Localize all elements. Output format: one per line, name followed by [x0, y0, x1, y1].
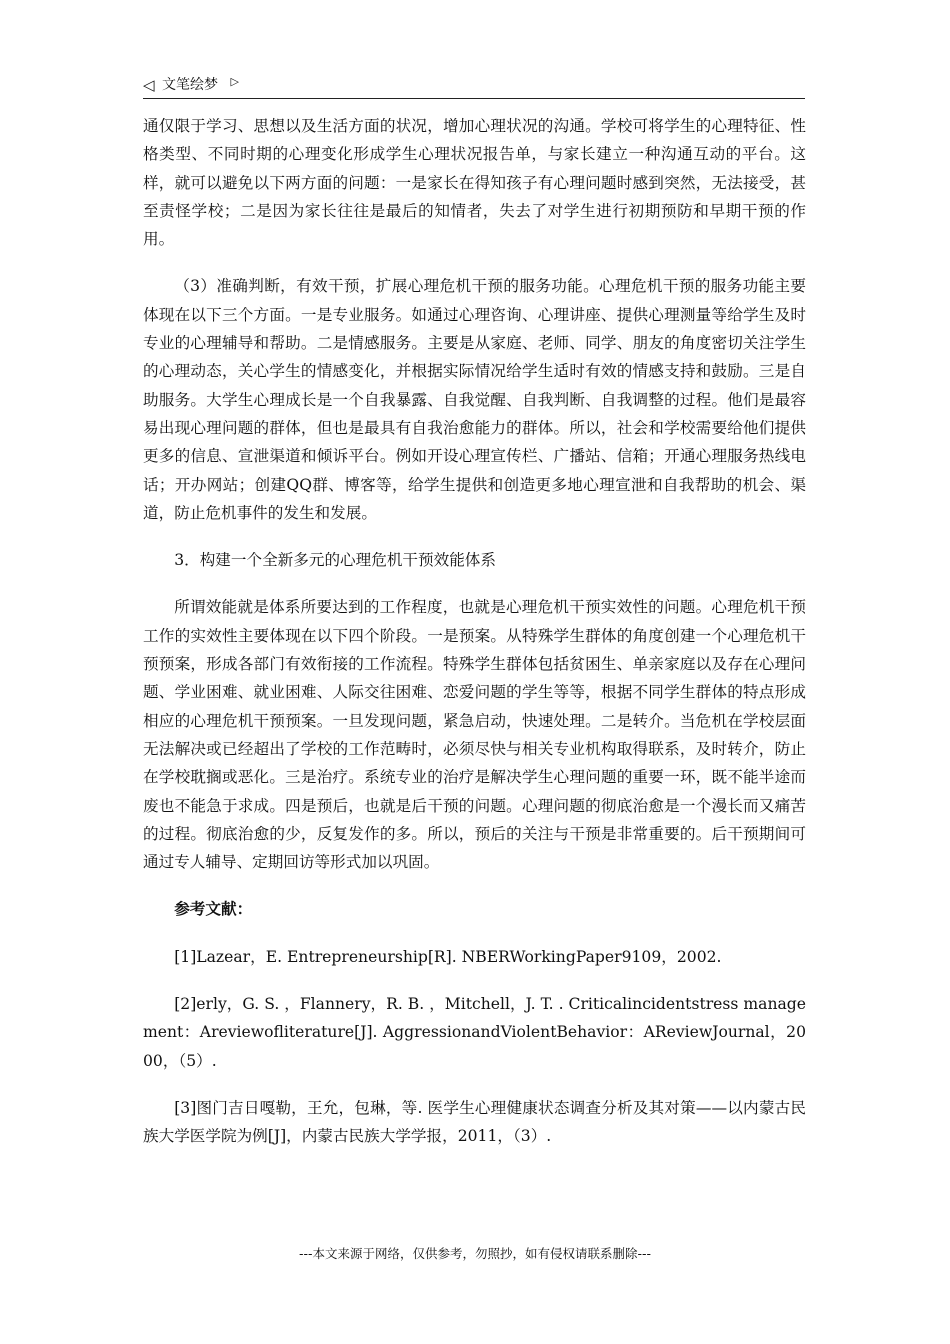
- section-heading: 3．构建一个全新多元的心理危机干预效能体系: [174, 551, 496, 570]
- header-title: 文笔绘梦: [162, 77, 218, 93]
- paragraph: （3）准确判断，有效干预，扩展心理危机干预的服务功能。心理危机干预的服务功能主要体现在以下三个方面。一是专业服务。如通过心理咨询、心理讲座、提供心理测量等给学生及时专业的心理辅导和帮助。二是情感服务。主要是从家庭、老师、同学、朋友的角度密切关注学生的心理动态，关心学生的情感变化，并根据实际情况给学生适时有效的情感支持和鼓励。三是自助服务。大学生心理成长是一个自我暴露、自我觉醒、自我判断、自我调整的过程。他们是最容易出现心理问题的群体，但也是最具有自我治愈能力的群体。所以，社会和学校需要给他们提供更多的信息、宣泄渠道和倾诉平台。例如开设心理宣传栏、广播站、信箱；开通心理服务热线电话；开办网站；创建QQ群、博客等，给学生提供和创造更多地心理宣泄和自我帮助的机会、渠道，防止危机事件的发生和发展。: [143, 277, 806, 522]
- paragraph: 通仅限于学习、思想以及生活方面的状况，增加心理状况的沟通。学校可将学生的心理特征、性格类型、不同时期的心理变化形成学生心理状况报告单，与家长建立一种沟通互动的平台。这样，就可以避免以下两方面的问题：一是家长在得知孩子有心理问题时感到突然，无法接受，甚至责怪学校；二是因为家长往往是最后的知情者，失去了对学生进行初期预防和早期干预的作用。: [143, 117, 806, 249]
- references-heading: 参考文献：: [174, 900, 253, 919]
- footer-disclaimer: ---本文来源于网络，仅供参考，勿照抄，如有侵权请联系删除---: [298, 1246, 652, 1261]
- page-header: [143, 72, 805, 99]
- reference-item: [1]Lazear，E. Entrepreneurship[R]. NBERWorkingPaper9109，2002.: [174, 947, 722, 966]
- document-body: [143, 112, 806, 1151]
- reference-item: [2]erly，G. S. ，Flannery，R. B. ，Mitchell，J. T. . Criticalincidentstress management：Areviewofliterature[J]. AggressionandViolentBehavior：AReviewJournal，2000，（5）.: [143, 995, 806, 1070]
- triangle-right-icon: ▷: [230, 75, 239, 88]
- triangle-left-icon: ◁: [143, 76, 155, 94]
- paragraph: 所谓效能就是体系所要达到的工作程度，也就是心理危机干预实效性的问题。心理危机干预工作的实效性主要体现在以下四个阶段。一是预案。从特殊学生群体的角度创建一个心理危机干预预案，形成各部门有效衔接的工作流程。特殊学生群体包括贫困生、单亲家庭以及存在心理问题、学业困难、就业困难、人际交往困难、恋爱问题的学生等等，根据不同学生群体的特点形成相应的心理危机干预预案。一旦发现问题，紧急启动，快速处理。二是转介。当危机在学校层面无法解决或已经超出了学校的工作范畴时，必须尽快与相关专业机构取得联系，及时转介，防止在学校耽搁或恶化。三是治疗。系统专业的治疗是解决学生心理问题的重要一环，既不能半途而废也不能急于求成。四是预后，也就是后干预的问题。心理问题的彻底治愈是一个漫长而又痛苦的过程。彻底治愈的少，反复发作的多。所以，预后的关注与干预是非常重要的。后干预期间可通过专人辅导、定期回访等形式加以巩固。: [143, 598, 806, 872]
- reference-item: [3]图门吉日嘎勒，王允，包琳，等. 医学生心理健康状态调查分析及其对策——以内蒙古民族大学医学院为例[J]，内蒙古民族大学学报，2011，（3）.: [143, 1098, 806, 1146]
